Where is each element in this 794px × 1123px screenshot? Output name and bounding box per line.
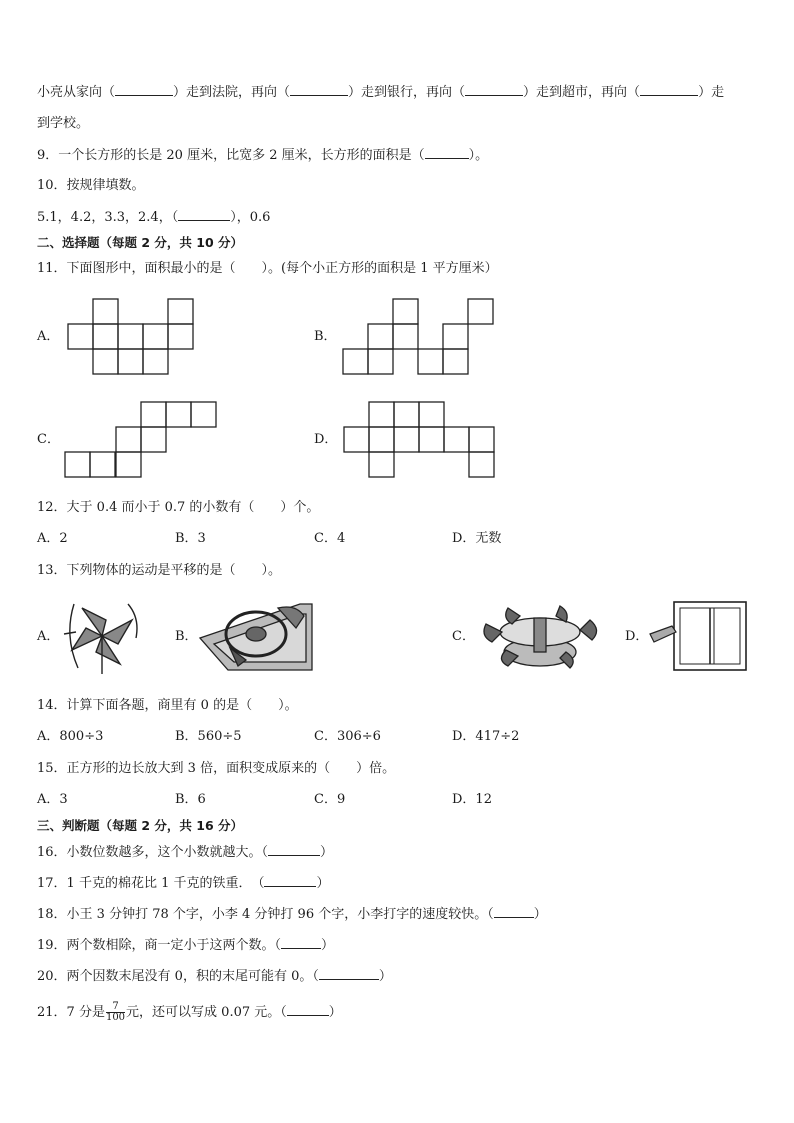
q18-blank[interactable]	[494, 905, 534, 918]
q11-label-d[interactable]: D．	[314, 432, 338, 447]
q12-option-d[interactable]: D．无数	[452, 531, 502, 546]
q19	[37, 936, 334, 955]
q9-text: 9．一个长方形的长是 20 厘米，比宽多 2 厘米，长方形的面积是（	[37, 148, 425, 163]
q8-text-4: ）走到超市，再向（	[523, 85, 641, 100]
q15-option-c[interactable]: C．9	[314, 792, 346, 807]
q16	[37, 843, 333, 862]
q21-blank[interactable]	[287, 1003, 329, 1016]
q19-post: ）	[321, 938, 335, 953]
q9	[37, 146, 488, 165]
q17-text: 17．1 千克的棉花比 1 千克的铁重． （	[37, 876, 265, 891]
q10-sequence	[37, 208, 270, 227]
q8-text-1: 小亮从家向（	[37, 85, 116, 100]
q13-label-a[interactable]: A．	[37, 629, 60, 644]
q19-blank[interactable]	[281, 936, 321, 949]
q13-label-d[interactable]: D．	[625, 629, 649, 644]
q11-shape-c	[65, 402, 217, 478]
q12-option-a[interactable]: A．2	[37, 531, 68, 546]
q10-seq-text: 5.1，4.2，3.3，2.4，（	[37, 210, 179, 225]
q16-text: 16．小数位数越多，这个小数就越大。（	[37, 845, 269, 860]
q11-shape-a	[68, 299, 194, 375]
q10: 10．按规律填数。	[37, 178, 145, 193]
q12-option-b[interactable]: B．3	[175, 531, 206, 546]
fraction-denominator: 100	[105, 1012, 126, 1023]
q9-blank[interactable]	[425, 146, 469, 159]
q14-option-d[interactable]: D．417÷2	[452, 729, 520, 744]
q8-blank-2[interactable]	[290, 83, 348, 96]
q11-label-b[interactable]: B．	[314, 329, 337, 344]
q8-cont: 到学校。	[37, 116, 90, 131]
q15-option-d[interactable]: D．12	[452, 792, 492, 807]
q20	[37, 967, 392, 986]
q14-option-b[interactable]: B．560÷5	[175, 729, 242, 744]
q12: 12．大于 0.4 而小于 0.7 的小数有（ ）个。	[37, 500, 320, 515]
q8-blank-3[interactable]	[465, 83, 523, 96]
q15: 15．正方形的边长放大到 3 倍，面积变成原来的（ ）倍。	[37, 761, 396, 776]
q17-blank[interactable]	[264, 874, 316, 887]
q11-label-c[interactable]: C．	[37, 432, 60, 447]
q11-shape-b	[343, 299, 493, 375]
q20-blank[interactable]	[319, 967, 379, 980]
carousel-image	[478, 602, 602, 672]
q16-post: ）	[320, 845, 334, 860]
q8-text-5: ）走	[698, 85, 725, 100]
q16-blank[interactable]	[268, 843, 320, 856]
q17-post: ）	[316, 876, 330, 891]
q21-mid: 元，还可以写成 0.07 元。（	[126, 1005, 287, 1020]
q8-blank-4[interactable]	[640, 83, 698, 96]
q20-post: ）	[378, 969, 392, 984]
q10-blank[interactable]	[178, 208, 230, 221]
q18-text: 18．小王 3 分钟打 78 个字，小李 4 分钟打 96 个字，小李打字的速度较快。（	[37, 907, 494, 922]
q18	[37, 905, 547, 924]
q19-text: 19．两个数相除，商一定小于这两个数。（	[37, 938, 282, 953]
section-3-heading: 三、判断题（每题 2 分，共 16 分）	[37, 818, 244, 833]
steering-wheel-image	[200, 600, 314, 672]
q11: 11．下面图形中，面积最小的是（ ）。(每个小正方形的面积是 1 平方厘米）	[37, 261, 498, 276]
q17	[37, 874, 330, 893]
q15-option-b[interactable]: B．6	[175, 792, 206, 807]
q21-fraction	[106, 1002, 125, 1023]
q10-seq-post: ），0.6	[230, 210, 271, 225]
q15-option-a[interactable]: A．3	[37, 792, 68, 807]
q11-label-a[interactable]: A．	[37, 329, 60, 344]
section-2-heading: 二、选择题（每题 2 分，共 10 分）	[37, 235, 244, 250]
q13-label-b[interactable]: B．	[175, 629, 198, 644]
q20-text: 20．两个因数末尾没有 0，积的末尾可能有 0。（	[37, 969, 319, 984]
q13-label-c[interactable]: C．	[452, 629, 475, 644]
q11-shape-d	[344, 402, 496, 478]
q13: 13．下列物体的运动是平移的是（ ）。	[37, 563, 282, 578]
q8-text-2: ）走到法院，再向（	[173, 85, 291, 100]
q21-text: 21．7 分是	[37, 1005, 105, 1020]
sliding-window-image	[650, 600, 750, 672]
q8-text-3: ）走到银行，再向（	[348, 85, 466, 100]
q8-line	[37, 83, 724, 102]
q14-option-a[interactable]: A．800÷3	[37, 729, 104, 744]
q21	[37, 1002, 342, 1024]
q21-post: ）	[328, 1005, 342, 1020]
q12-option-c[interactable]: C．4	[314, 531, 346, 546]
pinwheel-image	[62, 598, 142, 674]
fraction-numerator: 7	[106, 1002, 125, 1013]
q14: 14．计算下面各题，商里有 0 的是（ ）。	[37, 698, 298, 713]
q9-post: ）。	[468, 148, 489, 163]
q8-blank-1[interactable]	[115, 83, 173, 96]
q14-option-c[interactable]: C．306÷6	[314, 729, 381, 744]
q18-post: ）	[533, 907, 547, 922]
